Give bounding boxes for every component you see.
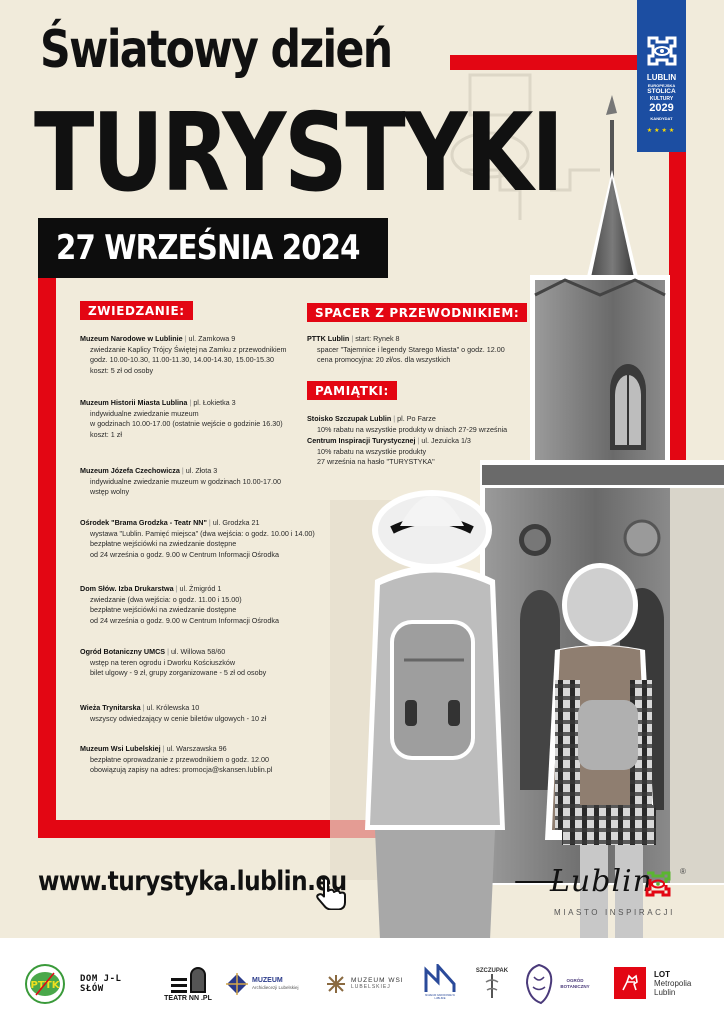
venue-address: start: Rynek 8 [355, 334, 400, 343]
venue-detail: koszt: 5 zł od osoby [90, 365, 154, 375]
listing-centrum-inspiracji: Centrum Inspiracji Turystycznej | ul. Jezuicka 1/3 10% rabatu na wszystkie produkty 27 września na hasło "TURYSTYKA" [307, 436, 471, 467]
badge-line4: KULTURY [649, 95, 674, 102]
venue-detail: wstęp na teren ogrodu i Dworku Kościuszków [90, 657, 236, 667]
venue-name: Centrum Inspiracji Turystycznej [307, 436, 416, 445]
venue-address: ul. Żmigród 1 [179, 584, 222, 593]
website-link[interactable]: www.turystyka.lublin.eu [38, 866, 347, 897]
logo-wordmark: Lublin [550, 864, 653, 899]
section-heading-guided-walk: SPACER Z PRZEWODNIKIEM: [307, 303, 527, 322]
venue-detail: 10% rabatu na wszystkie produkty [317, 446, 427, 456]
venue-name: Ośrodek "Brama Grodzka - Teatr NN" [80, 518, 207, 527]
eu-stars-icon: ★★★★ [646, 127, 677, 134]
section-heading-souvenirs: PAMIĄTKI: [307, 381, 397, 400]
partner-muzeum-wsi-logo: MUZEUM WSI LUBELSKIEJ [325, 970, 409, 998]
svg-text:PTTK: PTTK [30, 980, 60, 991]
venue-detail: od 24 września o godz. 9.00 w Centrum Informacji Ośrodka [90, 615, 279, 625]
listing-brama-grodzka: Ośrodek "Brama Grodzka - Teatr NN" | ul. Grodzka 21 wystawa "Lublin. Pamięć miejsca" (dwa wejścia: o godz. 10.00 i 14.00) bezpłatne wejściówki na zwiedzanie dostępne od 24 września o godz. 9.00 w Centrum Informacji Ośrodka [80, 518, 315, 559]
partner-teatr-nn-logo: TEATR NN .PL [163, 962, 213, 1006]
lublin-castle-eye-icon [644, 870, 672, 898]
venue-name: Muzeum Wsi Lubelskiej [80, 744, 161, 753]
venue-detail: cena promocyjna: 20 zł/os. dla wszystkich [317, 355, 451, 365]
registered-mark: ® [680, 867, 686, 876]
venue-address: ul. Zamkowa 9 [188, 334, 236, 343]
venue-name: Dom Słów. Izba Drukarstwa [80, 584, 174, 593]
venue-name: Muzeum Historii Miasta Lublina [80, 398, 188, 407]
venue-detail: od 24 września o godz. 9.00 w Centrum Informacji Ośrodka [90, 549, 279, 559]
venue-detail: obowiązują zapisy na adres: promocja@skansen.lublin.pl [90, 765, 273, 775]
badge-year: 2029 [649, 101, 674, 114]
venue-address: ul. Willowa 58/60 [170, 647, 226, 656]
partner-ogrod-botaniczny-logo: OGRÓD BOTANICZNY [524, 962, 600, 1006]
venue-detail: bezpłatne wejściówki na zwiedzanie dostępne [90, 539, 237, 549]
european-capital-of-culture-badge [637, 0, 686, 152]
venue-detail: wstęp wolny [90, 487, 130, 497]
badge-status: KANDYDAT [650, 115, 673, 121]
lublin-brand-logo [510, 862, 700, 922]
listing-stoisko-szczupak: Stoisko Szczupak Lublin | pl. Po Farze 10% rabatu na wszystkie produkty w dniach 27-29 września [307, 414, 508, 434]
venue-detail: zwiedzanie Kaplicy Trójcy Świętej na Zamku z przewodnikiem [90, 344, 287, 354]
venue-address: ul. Złota 3 [185, 466, 218, 475]
venue-name: Muzeum Narodowe w Lublinie [80, 334, 183, 343]
venue-detail: indywidualne zwiedzanie muzeum w godzinach 10.00-17.00 [90, 476, 281, 486]
venue-detail: wystawa "Lublin. Pamięć miejsca" (dwa wejścia: o godz. 10.00 i 14.00) [90, 528, 315, 538]
venue-name: Muzeum Józefa Czechowicza [80, 466, 180, 475]
venue-address: pl. Łokietka 3 [193, 398, 236, 407]
venue-detail: koszt: 1 zł [90, 429, 122, 439]
listing-muzeum-czechowicza: Muzeum Józefa Czechowicza | ul. Złota 3 indywidualne zwiedzanie muzeum w godzinach 10.00-17.00 wstęp wolny [80, 466, 281, 497]
listing-ogrod-botaniczny: Ogród Botaniczny UMCS | ul. Willowa 58/60 wstęp na teren ogrodu i Dworku Kościuszków bilet ulgowy - 9 zł, grupy zorganizowane - 5 zł od osoby [80, 647, 267, 678]
venue-address: ul. Warszawska 96 [166, 744, 227, 753]
venue-detail: godz. 10.00-10.30, 11.00-11.30, 14.00-14.30, 15.00-15.30 [90, 355, 274, 365]
venue-detail: w godzinach 10.00-17.00 (ostatnie wejście o godzinie 16.30) [90, 419, 283, 429]
listing-muzeum-historii: Muzeum Historii Miasta Lublina | pl. Łokietka 3 indywidualne zwiedzanie muzeum w godzinach 10.00-17.00 (ostatnie wejście o godzinie 16.30) koszt: 1 zł [80, 398, 283, 439]
venue-detail: bezpłatne oprowadzanie z przewodnikiem o godz. 12.00 [90, 754, 270, 764]
badge-city: LUBLIN [646, 73, 677, 82]
partner-szczupak-logo: SZCZUPAK [472, 964, 512, 1004]
frame-left-bar [38, 270, 56, 838]
event-date-banner [38, 218, 388, 278]
venue-detail: zwiedzanie (dwa wejścia: o godz. 11.00 i 15.00) [90, 594, 242, 604]
venue-detail: bilet ulgowy - 9 zł, grupy zorganizowane - 5 zł od osoby [90, 668, 267, 678]
lublin-castle-eye-icon [645, 34, 679, 68]
venue-name: Ogród Botaniczny UMCS [80, 647, 166, 656]
listing-dom-slow: Dom Słów. Izba Drukarstwa | ul. Żmigród 1 zwiedzanie (dwa wejścia: o godz. 11.00 i 15.00) bezpłatne wejściówki na zwiedzanie dostępne od 24 września o godz. 9.00 w Centrum Informacji Ośrodka [80, 584, 279, 625]
venue-detail: bezpłatne wejściówki na zwiedzanie dostępne [90, 605, 237, 615]
venue-address: ul. Królewska 10 [146, 703, 200, 712]
listing-muzeum-wsi: Muzeum Wsi Lubelskiej | ul. Warszawska 96 bezpłatne oprowadzanie z przewodnikiem o godz. 12.00 obowiązują zapisy na adres: promocja@skansen.lublin.pl [80, 744, 273, 775]
listing-muzeum-narodowe: Muzeum Narodowe w Lublinie | ul. Zamkowa 9 zwiedzanie Kaplicy Trójcy Świętej na Zamku z przewodnikiem godz. 10.00-10.30, 11.00-11.30, 14.00-14.30, 15.00-15.30 koszt: 5 zł od osoby [80, 334, 287, 375]
venue-address: ul. Jezuicka 1/3 [421, 436, 471, 445]
title-tourism: TURYSTYKI [34, 91, 562, 216]
venue-detail: 10% rabatu na wszystkie produkty w dniach 27-29 września [317, 424, 508, 434]
badge-line2: EUROPEJSKA [647, 83, 676, 88]
section-heading-sightseeing: ZWIEDZANIE: [80, 301, 193, 320]
logo-tagline: MIASTO INSPIRACJI [554, 908, 675, 917]
event-date: 27 WRZEŚNIA 2024 [56, 228, 360, 268]
listing-pttk-lublin: PTTK Lublin | start: Rynek 8 spacer "Tajemnice i legendy Starego Miasta" o godz. 12.00 cena promocyjna: 20 zł/os. dla wszystkich [307, 334, 505, 365]
partner-pttk-logo [24, 963, 66, 1005]
partner-dom-slow-logo: DOM J-L SŁÓW [80, 974, 122, 994]
title-world-day: Światowy dzień [40, 20, 392, 80]
partner-muzeum-narodowe-logo: MUZEUM NARODOWE W LUBLINIE [422, 962, 458, 1002]
venue-name: Wieża Trynitarska [80, 703, 141, 712]
venue-detail: spacer "Tajemnice i legendy Starego Miasta" o godz. 12.00 [317, 344, 505, 354]
venue-address: pl. Po Farze [397, 414, 436, 423]
listing-wieza-trynitarska: Wieża Trynitarska | ul. Królewska 10 wszyscy odwiedzający w cenie biletów ulgowych - 10 zł [80, 703, 267, 723]
venue-address: ul. Grodzka 21 [212, 518, 260, 527]
pointing-hand-cursor-icon [314, 876, 348, 910]
badge-line3: STOLICA [647, 88, 676, 95]
venue-name: PTTK Lublin [307, 334, 350, 343]
venue-detail: wszyscy odwiedzający w cenie biletów ulgowych - 10 zł [90, 713, 267, 723]
partner-muzeum-archidiecezji-logo: MUZEUM Archidiecezji Lubelskiej [226, 970, 310, 998]
partner-logos-strip [0, 938, 724, 1024]
partner-lot-metropolia-lublin-logo: LOT Metropolia Lublin [614, 964, 714, 1002]
venue-name: Stoisko Szczupak Lublin [307, 414, 392, 423]
venue-detail: indywidualne zwiedzanie muzeum [90, 408, 199, 418]
venue-detail: 27 września na hasło "TURYSTYKA" [317, 457, 435, 467]
